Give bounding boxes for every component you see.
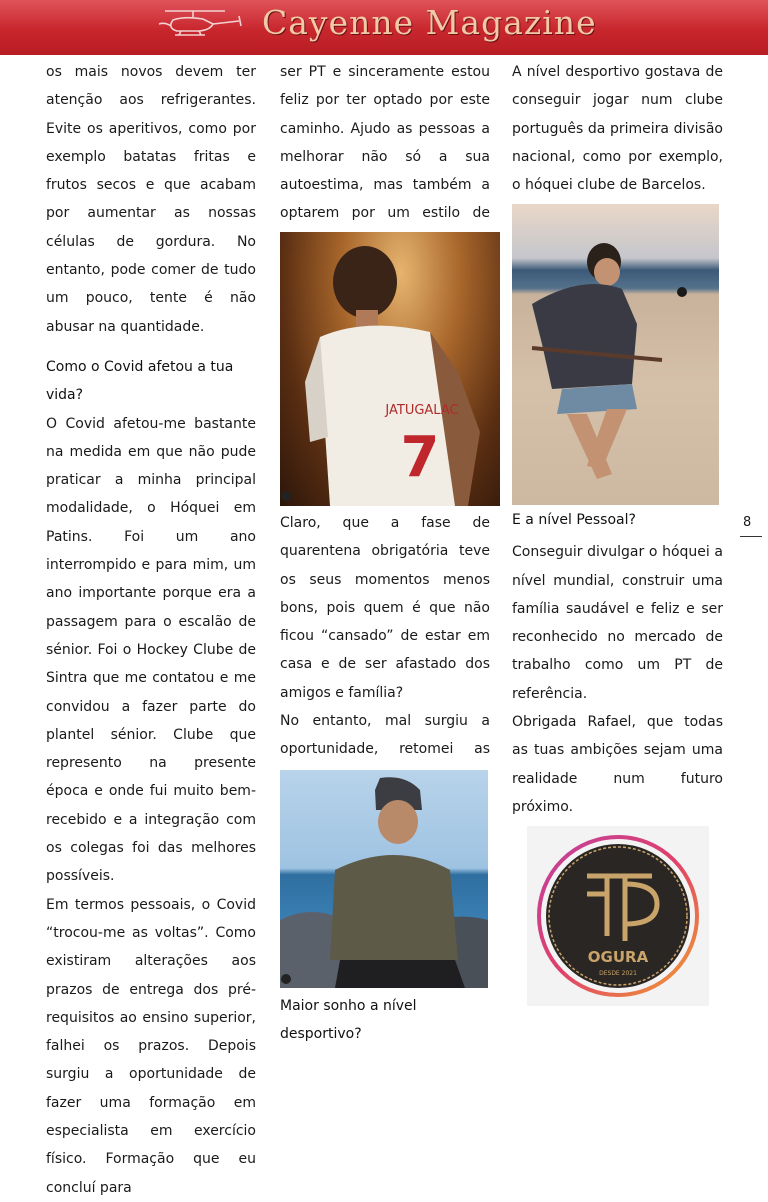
ogura-logo-graphic [527,826,709,1006]
column-3-bottom [512,506,723,821]
paragraph: Conseguir divulgar o hóquei a nível mundial, construir uma família saudável e feliz e ser reconhecido no mercado de trabalho como um PT de referência. [512,544,723,702]
photo-jersey [280,232,500,506]
beach-illustration [512,204,719,505]
page-number-rule [740,536,762,537]
ogura-logo [527,826,709,1006]
paragraph: os mais novos devem ter atenção aos refrigerantes. Evite os aperitivos, como por exemplo batatas fritas e frutos secos e que acabam por aumentar as nossas células de gordura. No entanto, pode comer de tudo um pouco, tente é não abusar na quantidade. [46,64,256,335]
magazine-title: Cayenne Magazine [262,3,597,42]
column-2-heading [280,992,500,1049]
portrait-illustration [280,770,488,988]
heading-sonho: Maior sonho a nível desportivo? [280,998,417,1043]
paragraph: Em termos pessoais, o Covid “trocou-me as voltas”. Como existiram alterações aos prazos de entrega dos pré-requisitos ao ensino superior, falhei os prazos. Depois surgiu a oportunidade de fazer uma formação em especialista em exercício físico. Formação que eu concluí para [46,896,256,1196]
column-2-top [280,58,490,256]
heading-covid: Como o Covid afetou a tua vida? [46,358,234,404]
logo-subtitle: DESDE 2021 [599,970,637,977]
paragraph: Claro, que a fase de quarentena obrigatória teve os seus momentos menos bons, pois quem é que não ficou “cansado” de estar em casa e de ser afastado dos amigos e família? [280,515,490,701]
jersey-illustration [280,232,500,506]
helicopter-icon [155,6,245,42]
photo-sea-rocks [280,770,488,988]
jersey-name: JATUGALAC [385,403,459,418]
column-3-top [512,58,723,199]
paragraph: ser PT e sinceramente estou feliz por ter optado por este caminho. Ajudo as pessoas a melhorar não só a sua autoestima, mas também a optarem por um estilo de [280,64,490,222]
column-1 [46,58,256,1202]
column-2-bottom [280,509,490,792]
magazine-header [0,0,768,55]
jersey-number: 7 [400,425,440,490]
heading-pessoal: E a nível Pessoal? [512,512,636,528]
paragraph: O Covid afetou-me bastante na medida em que não pude praticar a minha principal modalidade, o Hóquei em Patins. Foi um ano interrompido e para mim, um ano importante porque era a passagem para o escalão de sénior. Foi o Hockey Clube de Sintra que me contatou e me convidou a fazer parte do plantel sénior. Clube que represento na presente época e onde fui muito bem-recebido e a integração com os colegas foi das melhores possíveis. [46,415,256,885]
paragraph: A nível desportivo gostava de conseguir jogar num clube português da primeira divisão nacional, como por exemplo, o hóquei clube de Barcelos. [512,64,723,194]
paragraph: Obrigada Rafael, que todas as tuas ambições sejam uma realidade num futuro próximo. [512,714,723,815]
page-number: 8 [743,515,752,530]
photo-beach [512,204,719,505]
logo-name: OGURA [587,948,649,966]
paragraph: No entanto, mal surgiu a oportunidade, retomei as [280,713,490,758]
